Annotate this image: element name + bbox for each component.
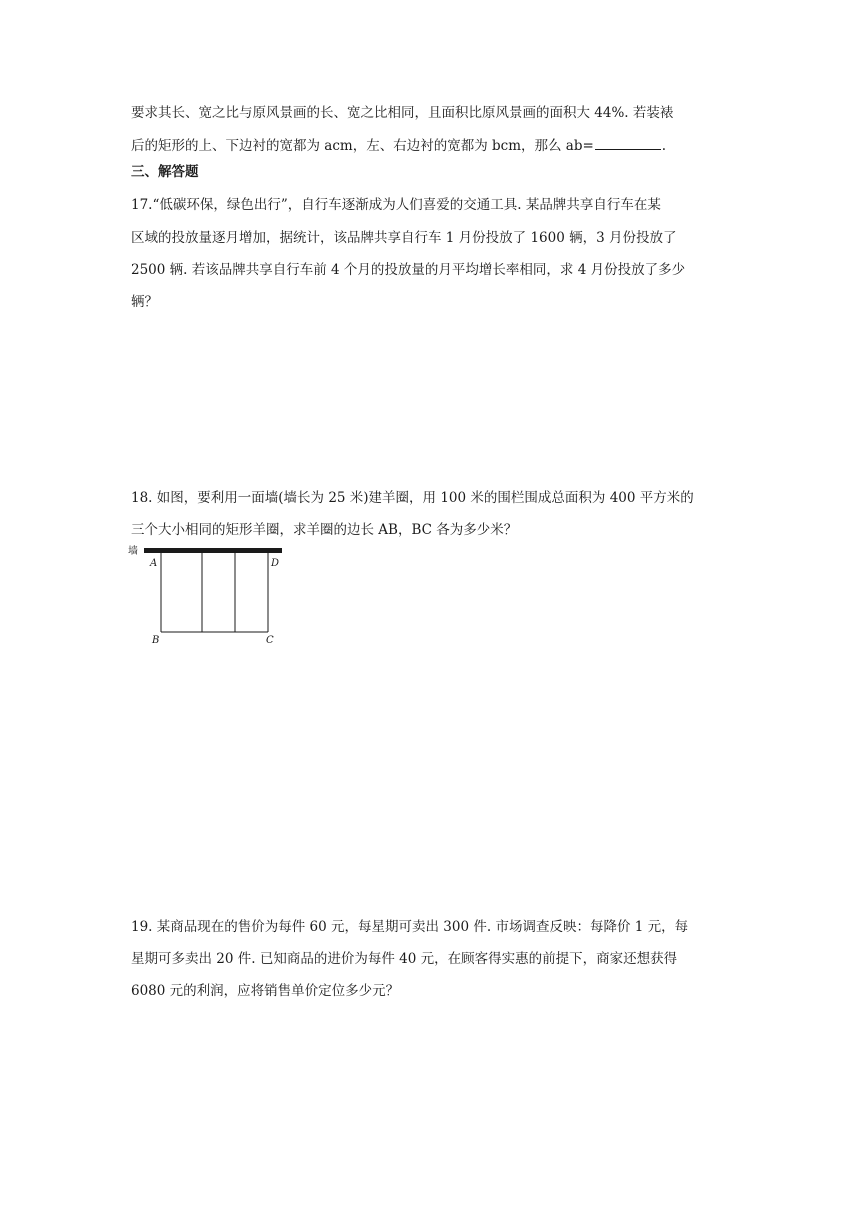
point-a-label: A bbox=[150, 558, 158, 569]
point-c-label: C bbox=[266, 635, 274, 646]
sheep-pen-figure bbox=[128, 544, 288, 648]
problem18-line-2: 三个大小相同的矩形羊圈，求羊圈的边长 AB，BC 各为多少米？ bbox=[131, 522, 518, 538]
problem16-line-2-prefix: 后的矩形的上、下边衬的宽都为 acm，左、右边衬的宽都为 bcm，那么 ab= bbox=[131, 138, 594, 154]
problem17-line-3: 2500 辆. 若该品牌共享自行车前 4 个月的投放量的月平均增长率相同，求 4 月份投放了多少 bbox=[131, 262, 686, 278]
point-d-label: D bbox=[271, 558, 280, 569]
problem16-line-2-suffix: . bbox=[661, 138, 667, 154]
wall-label: 墙 bbox=[128, 546, 138, 557]
problem16-line-1: 要求其长、宽之比与原风景画的长、宽之比相同，且面积比原风景画的面积大 44%. 若装裱 bbox=[131, 105, 674, 121]
problem18-line-1: 18. 如图，要利用一面墙(墙长为 25 米)建羊圈，用 100 米的围栏围成总面积为 400 平方米的 bbox=[131, 490, 694, 506]
sheep-pen-diagram bbox=[128, 544, 288, 648]
wall-bar bbox=[144, 548, 282, 553]
problem17-line-4: 辆？ bbox=[131, 294, 158, 310]
problem19-line-2: 星期可多卖出 20 件. 已知商品的进价为每件 40 元，在顾客得实惠的前提下，商家还想获得 bbox=[131, 951, 678, 967]
answer-blank bbox=[595, 135, 661, 150]
problem16-line-2 bbox=[131, 135, 666, 156]
problem19-line-3: 6080 元的利润，应将销售单价定位多少元？ bbox=[131, 983, 400, 999]
problem17-line-1: 17.“低碳环保，绿色出行”，自行车逐渐成为人们喜爱的交通工具. 某品牌共享自行车在某 bbox=[131, 197, 661, 213]
section-heading: 三、解答题 bbox=[131, 164, 199, 180]
problem17-line-2: 区域的投放量逐月增加，据统计，该品牌共享自行车 1 月份投放了 1600 辆，3 月份投放了 bbox=[131, 230, 677, 246]
point-b-label: B bbox=[152, 635, 160, 646]
problem19-line-1: 19. 某商品现在的售价为每件 60 元，每星期可卖出 300 件. 市场调查反映：每降价 1 元，每 bbox=[131, 919, 689, 935]
